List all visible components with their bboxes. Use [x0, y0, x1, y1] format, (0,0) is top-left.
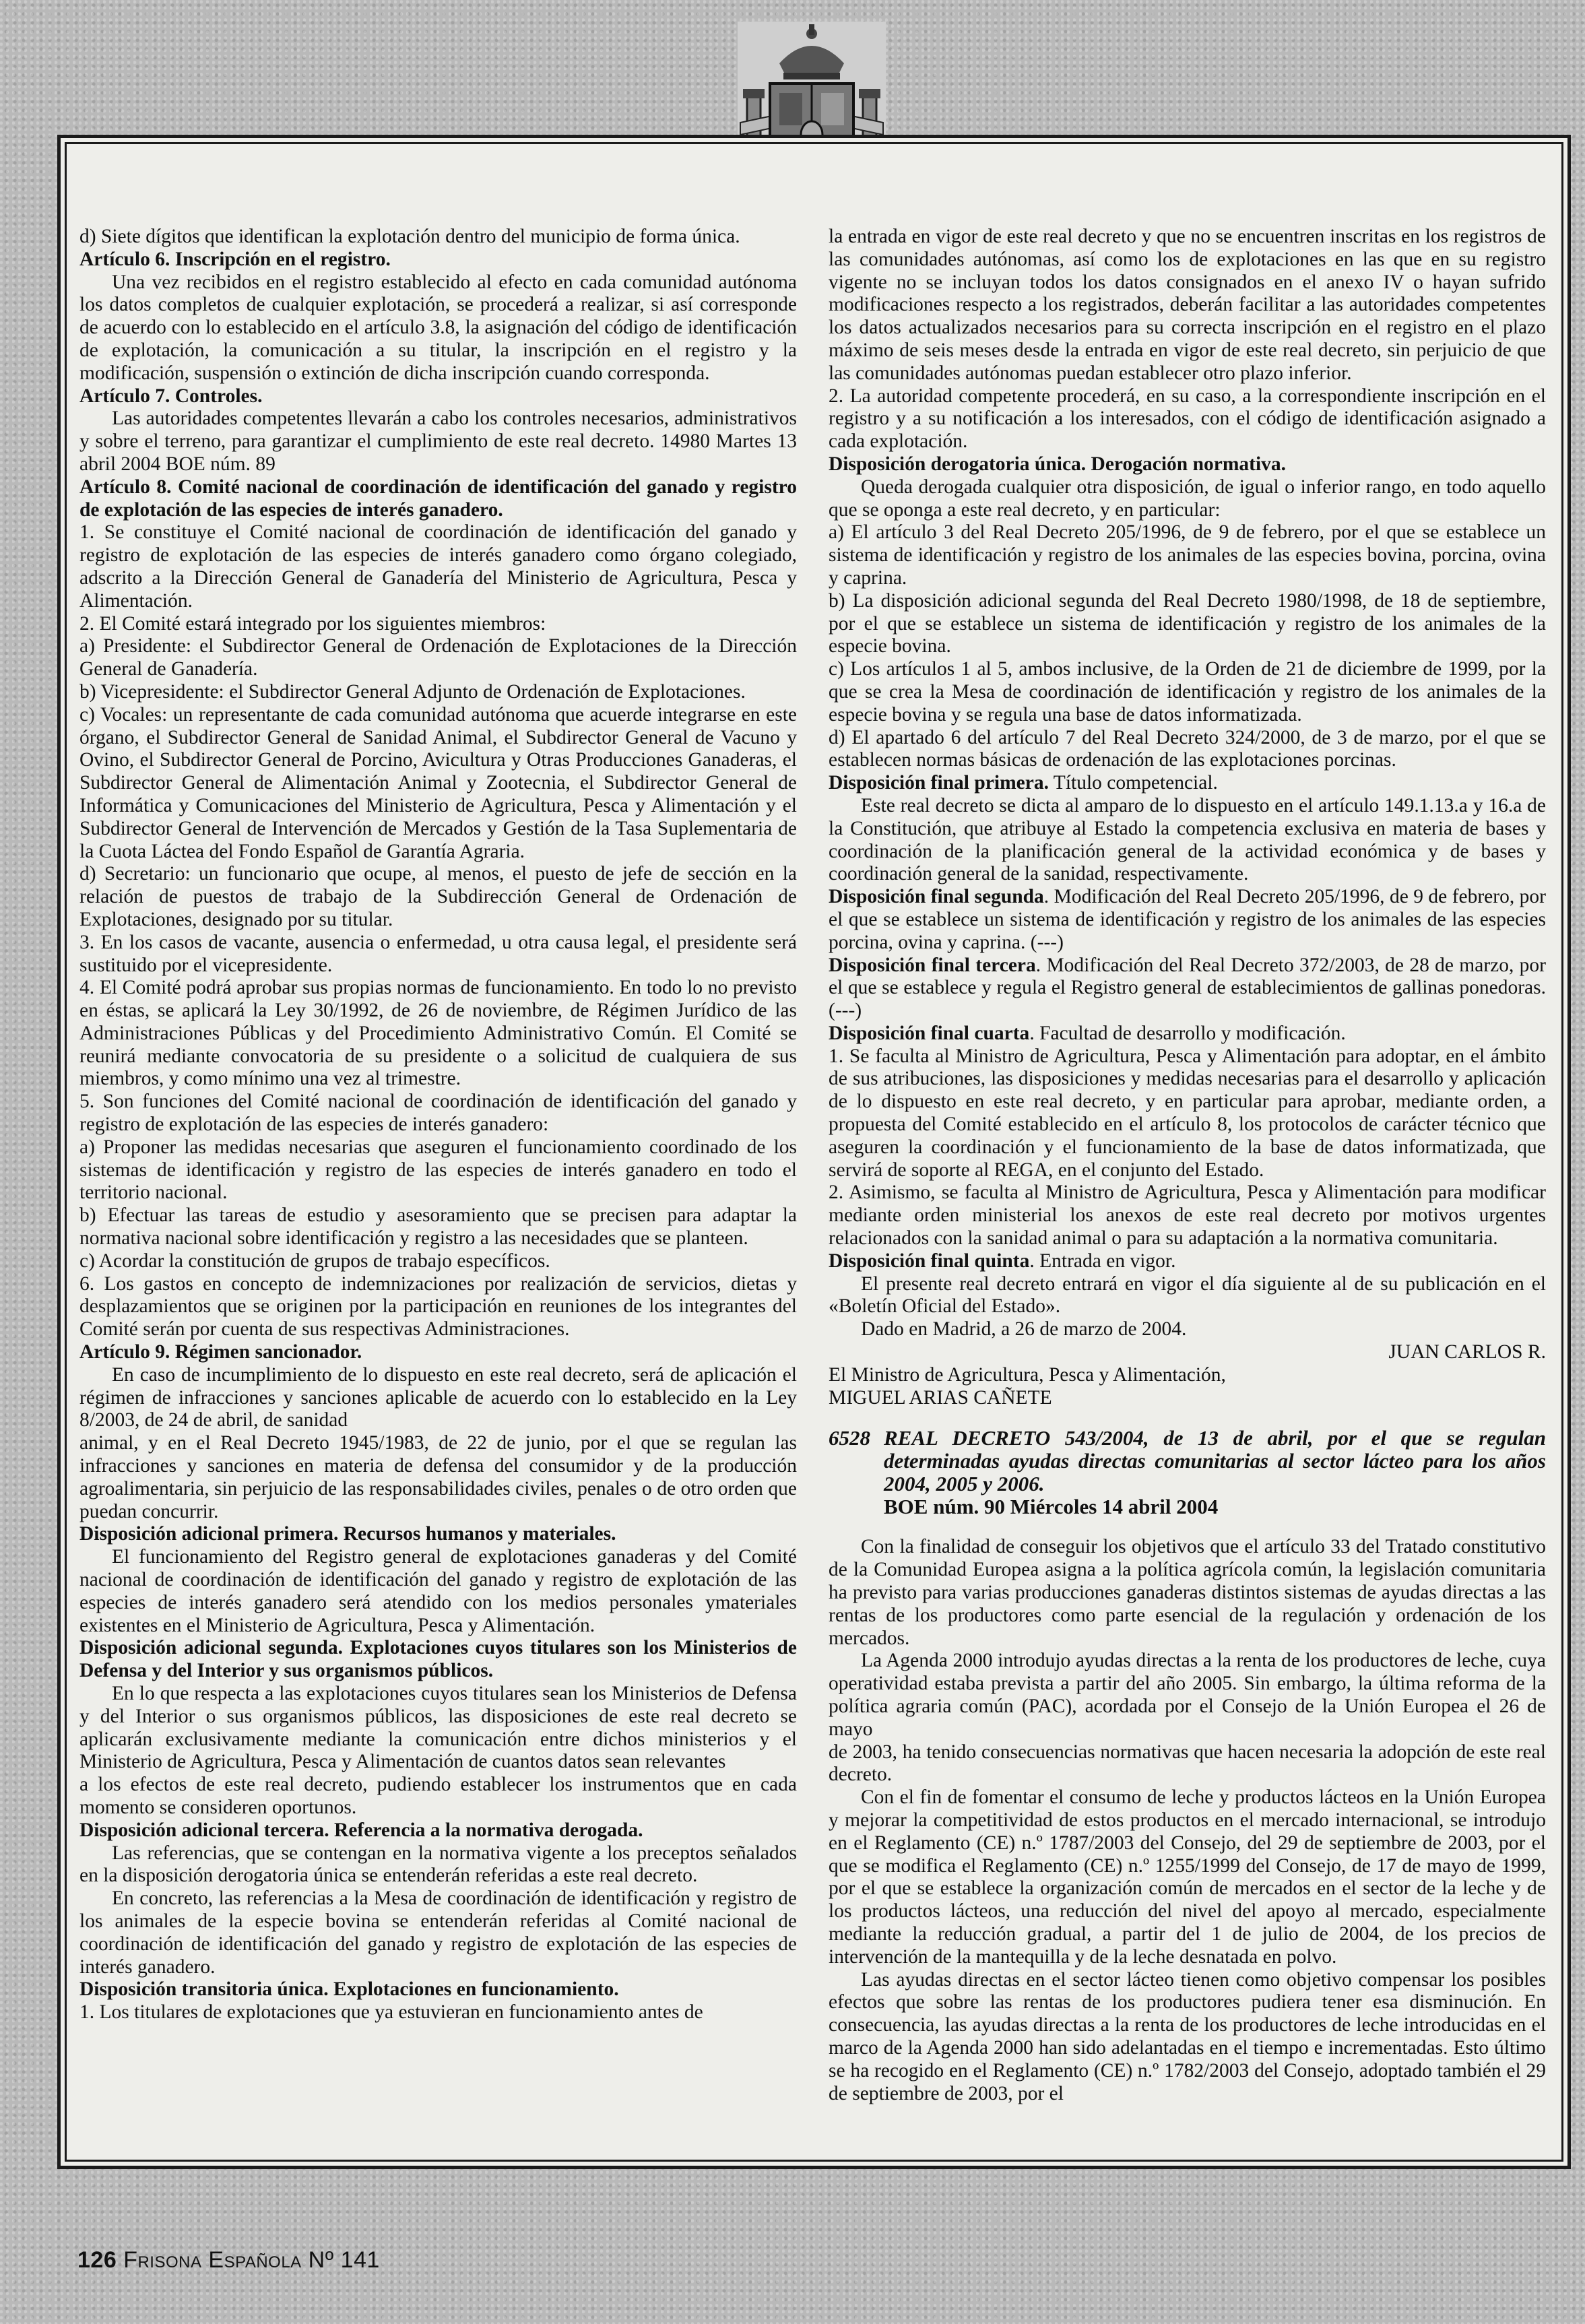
paragraph: 1. Se faculta al Ministro de Agricultura, Pesca y Alimentación para adoptar, en el ámbito de sus atribuciones, las disposiciones y medidas necesarias para el desarrollo y aplicación de lo dispuesto en este real decreto, y en particular para aprobar, mediante orden, a propuesta del Comité establecido en el artículo 8, los protocolos de carácter técnico que aseguren la coordinación y el funcionamiento de la base de datos informatizada, que servirá de soporte al REGA, en el conjunto del Estado.: [829, 1045, 1546, 1181]
section-heading: [79, 249, 797, 271]
paragraph: a) Proponer las medidas necesarias que aseguren el funcionamiento coordinado de los sistemas de identificación y registro de las especies de interés ganadero en todo el territorio nacional.: [79, 1136, 797, 1204]
heading-text: Artículo 6. Inscripción en el registro.: [79, 248, 391, 270]
paragraph: 1. Se constituye el Comité nacional de coordinación de identificación del ganado y registro de explotación de las especies de interés ganadero como órgano colegiado, adscrito a la Dirección General de Ganadería del Ministerio de Agricultura, Pesca y Alimentación.: [79, 521, 797, 612]
section-heading: [79, 385, 797, 408]
paragraph: 6. Los gastos en concepto de indemnizaciones por realización de servicios, dietas y desplazamientos que se originen por la participación en reuniones de los integrantes del Comité serán por cuenta de sus respectivas Administraciones.: [79, 1272, 797, 1341]
paragraph: 2. El Comité estará integrado por los siguientes miembros:: [79, 612, 546, 635]
paragraph: Las ayudas directas en el sector lácteo tienen como objetivo compensar los posibles efectos que sobre las rentas de los productores pudiera tener esa disminución. En consecuencia, las ayudas directas a la renta de los productores de leche introducidas en el marco de la Agenda 2000 han sido adelantadas en el tiempo e incrementadas. Esto último se ha recogido en el Reglamento (CE) n.º 1782/2003 del Consejo, adoptado también el 29 de septiembre de 2003, por el: [829, 1968, 1546, 2104]
paragraph: En caso de incumplimiento de lo dispuesto en este real decreto, será de aplicación el régimen de infracciones y sanciones aplicable de acuerdo con lo establecido en la Ley 8/2003, de 24 de abril, de sanidad: [79, 1363, 797, 1431]
heading-remainder: . Modificación del Real Decreto 205/1996, de 9 de febrero, por el que se establece un sistema de identificación y registro de los animales de las especies porcina, ovina y caprina. (---): [829, 886, 1546, 953]
paragraph: de 2003, ha tenido consecuencias normativas que hacen necesaria la adopción de este real decreto.: [829, 1741, 1546, 1786]
paragraph: 1. Los titulares de explotaciones que ya estuvieran en funcionamiento antes de: [79, 2001, 703, 2024]
paragraph: 2. Asimismo, se faculta al Ministro de Agricultura, Pesca y Alimentación para modificar mediante orden ministerial los anexos de este real decreto por motivos urgentes relacionados con la sanidad animal o para su adaptación a la normativa comunitaria.: [829, 1182, 1546, 1250]
paragraph: 5. Son funciones del Comité nacional de coordinación de identificación del ganado y registro de explotación de las especies de interés ganadero:: [79, 1091, 797, 1136]
heading-remainder: . Entrada en vigor.: [1029, 1250, 1176, 1272]
section-heading: [829, 1023, 1546, 1045]
decree-heading: [829, 1427, 1546, 1518]
right-column: [829, 226, 1546, 2159]
paragraph: a) El artículo 3 del Real Decreto 205/1996, de 9 de febrero, por el que se establece un sistema de identificación y registro de los animales de las especies bovina, porcina, ovina y caprina.: [829, 521, 1546, 589]
decree-number: 6528: [829, 1426, 870, 1450]
heading-text: Disposición derogatoria única. Derogación normativa.: [829, 453, 1287, 475]
signature-line: JUAN CARLOS R.: [1388, 1341, 1546, 1363]
paragraph: El funcionamiento del Registro general de explotaciones ganaderas y del Comité nacional de coordinación de identificación del ganado y registro de explotación de las especies de interés ganadero será atendido con los medios personales ymateriales existentes en el Ministerio de Agricultura, Pesca y Alimentación.: [79, 1546, 797, 1636]
paragraph: animal, y en el Real Decreto 1945/1983, de 22 de junio, por el que se regulan las infracciones y sanciones en materia de defensa del consumidor y de la producción agroalimentaria, sin perjuicio de las responsabilidades civiles, penales o de otro orden que puedan concurrir.: [79, 1432, 797, 1522]
decree-boe-reference: BOE núm. 90 Miércoles 14 abril 2004: [884, 1495, 1219, 1519]
heading-text: Disposición final cuarta: [829, 1022, 1030, 1044]
paragraph: a los efectos de este real decreto, pudiendo establecer los instrumentos que en cada momento se consideren oportunos.: [79, 1774, 797, 1818]
left-column: [79, 226, 797, 2159]
heading-text: Disposición adicional primera. Recursos humanos y materiales.: [79, 1523, 616, 1545]
paragraph: La Agenda 2000 introdujo ayudas directas a la renta de los productores de leche, cuya operatividad estaba prevista a partir del año 2005. Sin embargo, la última reforma de la política agraria común (PAC), acordada por el Consejo de la Unión Europea el 26 de mayo: [829, 1650, 1546, 1740]
paragraph: 4. El Comité podrá aprobar sus propias normas de funcionamiento. En todo lo no previsto en éstas, se aplicará la Ley 30/1992, de 26 de noviembre, de Régimen Jurídico de las Administraciones Públicas y del Procedimiento Administrativo Común. El Comité se reunirá mediante convocatoria de su presidente o a solicitud de cualquiera de sus miembros, y como mínimo una vez al trimestre.: [79, 977, 797, 1090]
section-heading: [79, 1978, 797, 2001]
section-heading: [79, 476, 797, 522]
heading-text: Disposición transitoria única. Explotaciones en funcionamiento.: [79, 1978, 619, 2001]
section-heading: [829, 1250, 1546, 1273]
section-heading: [79, 1341, 797, 1364]
paragraph: b) La disposición adicional segunda del Real Decreto 1980/1998, de 18 de septiembre, por el que se establece un sistema de identificación y registro de los animales de la especie bovina.: [829, 589, 1546, 657]
paragraph: Con la finalidad de conseguir los objetivos que el artículo 33 del Tratado constitutivo de la Comunidad Europea asigna a la política agrícola común, la legislación comunitaria ha previsto para varias producciones ganaderas distintos sistemas de ayudas directas a las rentas de los productores como parte esencial de la regulación y ordenación de los mercados.: [829, 1536, 1546, 1649]
paragraph: la entrada en vigor de este real decreto y que no se encuentren inscritas en los registros de las comunidades autónomas, así como los de explotaciones en las que en su registro vigente no se incluyan todos los datos consignados en el anexo IV o hayan sufrido modificaciones respecto a los registrados, deberán facilitar a las autoridades competentes los datos actualizados necesarios para su correcta inscripción en el registro en el plazo máximo de seis meses desde la entrada en vigor de este real decreto, sin perjuicio de que las comunidades autónomas puedan establecer otro plazo inferior.: [829, 226, 1546, 384]
section-heading: [79, 1819, 797, 1842]
paragraph: Una vez recibidos en el registro establecido al efecto en cada comunidad autónoma los datos completos de cualquier explotación, se procederá a realizar, si así corresponde de acuerdo con lo establecido en el artículo 3.8, la asignación del código de identificación de explotación, la comunicación a su titular, la inscripción en el registro y la modificación, suspensión o extinción de dicha inscripción cuando corresponda.: [79, 271, 797, 384]
section-heading: [829, 886, 1546, 954]
paragraph: El Ministro de Agricultura, Pesca y Alimentación,: [829, 1363, 1226, 1386]
page-footer: [77, 2247, 380, 2273]
page-number: 126: [77, 2247, 117, 2273]
paragraph: c) Vocales: un representante de cada comunidad autónoma que acuerde integrarse en este órgano, el Subdirector General de Sanidad Animal, el Subdirector General de Vacuno y Ovino, el Subdirector General de Porcino, Avicultura y Otras Producciones Ganaderas, el Subdirector General de Alimentación Animal y Zootecnia, el Subdirector General de Informática y Comunicaciones del Ministerio de Agricultura, Pesca y Alimentación y el Subdirector General de Intervención de Mercados y Gestión de la Tasa Suplementaria de la Cuota Láctea del Fondo Español de Garantía Agraria.: [79, 703, 797, 862]
paragraph: Las referencias, que se contengan en la normativa vigente a los preceptos señalados en la disposición derogatoria única se entenderán referidas a este real decreto.: [79, 1842, 797, 1887]
section-heading: [829, 955, 1546, 1023]
paragraph: c) Los artículos 1 al 5, ambos inclusive, de la Orden de 21 de diciembre de 1999, por la que se crea la Mesa de coordinación de identificación y registro de los animales de la especie bovina y se regula una base de datos informatizada.: [829, 658, 1546, 725]
heading-text: Disposición final primera.: [829, 772, 1049, 794]
article-frame: [57, 135, 1571, 2169]
heading-remainder: . Modificación del Real Decreto 372/2003, de 28 de marzo, por el que se establece y regula el Registro general de establecimientos de gallinas ponedoras. (---): [829, 954, 1546, 1022]
heading-remainder: Título competencial.: [1048, 772, 1218, 794]
heading-text: Artículo 7. Controles.: [79, 385, 263, 407]
section-heading: [829, 772, 1546, 795]
paragraph: Las autoridades competentes llevarán a cabo los controles necesarios, administrativos y sobre el terreno, para garantizar el cumplimiento de este real decreto. 14980 Martes 13 abril 2004 BOE núm. 89: [79, 408, 797, 475]
section-heading: [79, 1637, 797, 1683]
publication-name: Frisona Española: [123, 2247, 302, 2273]
section-heading: [79, 1523, 797, 1546]
paragraph: En concreto, las referencias a la Mesa de coordinación de identificación y registro de los animales de la especie bovina se entenderán referidas al Comité nacional de coordinación de identificación del ganado y registro de explotación de las especies de interés ganadero.: [79, 1887, 797, 1978]
paragraph: Queda derogada cualquier otra disposición, de igual o inferior rango, en todo aquello que se oponga a este real decreto, y en particular:: [829, 476, 1546, 521]
paragraph: 3. En los casos de vacante, ausencia o enfermedad, u otra causa legal, el presidente será sustituido por el vicepresidente.: [79, 931, 797, 976]
heading-text: Disposición adicional tercera. Referencia a la normativa derogada.: [79, 1819, 643, 1841]
heading-text: Disposición adicional segunda. Explotaciones cuyos titulares son los Ministerios de Defensa y del Interior y sus organismos públicos.: [79, 1637, 797, 1682]
paragraph: En lo que respecta a las explotaciones cuyos titulares sean los Ministerios de Defensa y del Interior o sus organismos públicos, las disposiciones de este real decreto se aplicarán exclusivamente mediante la comunicación entre dichos ministerios y el Ministerio de Agricultura, Pesca y Alimentación de cuantos datos sean relevantes: [79, 1683, 797, 1773]
paragraph: El presente real decreto entrará en vigor el día siguiente al de su publicación en el «Boletín Oficial del Estado».: [829, 1272, 1546, 1318]
heading-text: Artículo 9. Régimen sancionador.: [79, 1341, 362, 1363]
decree-title: REAL DECRETO 543/2004, de 13 de abril, por el que se regulan determinadas ayudas directas comunitarias al sector lácteo para los años 2004, 2005 y 2006.: [884, 1426, 1546, 1496]
paragraph: Con el fin de fomentar el consumo de leche y productos lácteos en la Unión Europea y mejorar la competitividad de estos productos en el mercado internacional, se introdujo en el Reglamento (CE) n.º 1787/2003 del Consejo, del 29 de septiembre de 2003, por el que se modifica el Reglamento (CE) n.º 1255/1999 del Consejo, de 17 de mayo de 1999, por el que se establece la organización común de mercados en el sector de la leche y de los productos lácteos, una reducción del nivel del apoyo al mercado, especialmente mediante la reducción gradual, a partir del 1 de julio de 2004, de los precios de intervención de la mantequilla y de la leche desnatada en polvo.: [829, 1786, 1546, 1968]
issue-number: Nº 141: [308, 2247, 380, 2273]
paragraph: c) Acordar la constitución de grupos de trabajo específicos.: [79, 1250, 550, 1272]
paragraph: 2. La autoridad competente procederá, en su caso, a la correspondiente inscripción en el registro y a su notificación a los interesados, con el código de identificación asignado a cada explotación.: [829, 385, 1546, 453]
paragraph: b) Efectuar las tareas de estudio y asesoramiento que se precisen para adaptar la normativa nacional sobre identificación y registro a las necesidades que se planteen.: [79, 1204, 797, 1250]
heading-remainder: . Facultad de desarrollo y modificación.: [1029, 1022, 1346, 1044]
paragraph: a) Presidente: el Subdirector General de Ordenación de Explotaciones de la Dirección General de Ganadería.: [79, 635, 797, 680]
paragraph: b) Vicepresidente: el Subdirector General Adjunto de Ordenación de Explotaciones.: [79, 680, 746, 703]
paragraph: Este real decreto se dicta al amparo de lo dispuesto en el artículo 149.1.13.a y 16.a de la Constitución, que atribuye al Estado la competencia exclusiva en materia de bases y coordinación de la planificación general de la actividad económica y de bases y coordinación general de la sanidad, respectivamente.: [829, 794, 1546, 885]
paragraph: MIGUEL ARIAS CAÑETE: [829, 1386, 1052, 1409]
heading-text: Disposición final quinta: [829, 1250, 1030, 1272]
heading-text: Disposición final tercera: [829, 954, 1036, 976]
paragraph: d) Secretario: un funcionario que ocupe, al menos, el puesto de jefe de sección en la relación de puestos de trabajo de la Subdirección General de Ordenación de Explotaciones, designado por su titular.: [79, 863, 797, 930]
paragraph: d) Siete dígitos que identifican la explotación dentro del municipio de forma única.: [79, 226, 740, 247]
heading-text: Artículo 8. Comité nacional de coordinación de identificación del ganado y registro de explotación de las especies de interés ganadero.: [79, 476, 797, 521]
section-heading: [829, 453, 1546, 476]
paragraph: d) El apartado 6 del artículo 7 del Real Decreto 324/2000, de 3 de marzo, por el que se establecen normas básicas de ordenación de las explotaciones porcinas.: [829, 726, 1546, 771]
paragraph: Dado en Madrid, a 26 de marzo de 2004.: [861, 1318, 1187, 1341]
heading-text: Disposición final segunda: [829, 886, 1044, 908]
decree-title-block: [884, 1427, 1546, 1518]
